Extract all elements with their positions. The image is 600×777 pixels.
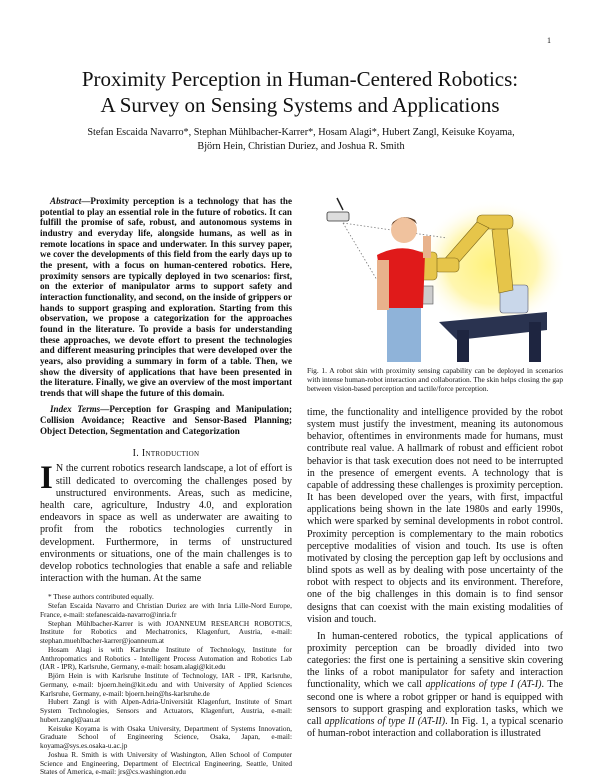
footnote: Hubert Zangl is with Alpen-Adria-Universität Klagenfurt, Institute of Smart System Technologies, Sensors and Actuators, Klagenfurt, Austria, e-mail: hubert.zangl@aau.at bbox=[40, 697, 292, 724]
figure-robot-skin-illustration bbox=[307, 190, 563, 362]
figure-caption: Fig. 1. A robot skin with proximity sensing capability can be deployed in scenarios with intense human-robot interaction and collaboration. The skin helps closing the gap between vision-based perception and tactile/force perception. bbox=[307, 366, 564, 393]
sight-line bbox=[343, 223, 377, 280]
authors-line: Björn Hein, Christian Duriez, and Joshua R. Smith bbox=[197, 141, 405, 152]
camera-icon bbox=[327, 198, 349, 221]
text-run: In human-centered robotics, the typical applications of proximity perception can be broadly divided into two categories: the first one is pertaining a sensitive skin covering the links of a robot manipulator for safety and interaction functionality, which we call bbox=[307, 630, 563, 691]
footnote: Stephan Mühlbacher-Karrer is with JOANNEUM RESEARCH ROBOTICS, Institute for Robotics and Mechatronics, Klagenfurt, Austria, e-mail: stephan.muehlbacher-karrer@joanneum.at bbox=[40, 618, 292, 646]
footnote: Hosam Alagi is with Karlsruhe Institute of Technology, Institute for Anthropomatics and Robotics - Intelligent Process Automation and Robotics Lab (IAR - IPR), Karlsruhe, Germany, e-mail: hosam.alagi@kit.edu bbox=[40, 644, 292, 672]
authors-line: Stefan Escaida Navarro*, Stephan Mühlbacher-Karrer*, Hosam Alagi*, Hubert Zangl, Keisuke Koyama, bbox=[87, 127, 515, 138]
footnote: Keisuke Koyama is with Osaka University, Department of Systems Innovation, Graduate School of Engineering Science, Osaka, Japan, e-mail: koyama@sys.es.osaka-u.ac.jp bbox=[40, 723, 292, 751]
footnotes bbox=[40, 593, 292, 777]
body-paragraph: time, the functionality and intelligence provided by the robot system must justify the investment, meaning its autonomous behavior, oftentimes in environments made for humans, must contribute real value. A hallmark of robust and efficient robot behavior is that task execution does not need to be interrupted in the presence of emergent events. A technology that is capable of addressing these challenges is proximity perception. It has been developed over the years, with first, impactful applications being shown in the late 1980s and early 1990s, which were sparked by seminal developments in robot control. Proximity perception is complementary to the main robotics perceptive modalities of vision and touch. Its use is often motivated by closing the perception gap left by occlusions and blind spots as well as by dealing with pose uncertainty of the robot with respect to objects and its environment. Therefore, one of the big challenges in this domain is to find sensor designs that can coexist with the main existing modalities of vision and touch. bbox=[307, 407, 563, 625]
title-line: A Survey on Sensing Systems and Applications bbox=[100, 93, 500, 117]
footnote: Stefan Escaida Navarro and Christian Duriez are with Inria Lille-Nord Europe, France, e-mail: stefanescaida-navarro@inria.fr bbox=[40, 601, 292, 619]
person bbox=[377, 217, 431, 362]
abstract-label: Abstract bbox=[50, 196, 82, 206]
footnote: * These authors contributed equally. bbox=[48, 592, 154, 602]
footnote: Joshua R. Smith is with University of Washington, Allen School of Computer Science and Engineering, Department of Electrical Engineering, Seattle, United States of America, e-mail: jrs@cs.washington.edu bbox=[40, 749, 292, 777]
index-terms-text: —Perception for Grasping and Manipulation; Collision Avoidance; Reactive and Sensor-Based Planning; Object Detection, Segmentation and Categorization bbox=[40, 404, 292, 436]
intro-paragraph bbox=[40, 460, 292, 585]
right-column-body bbox=[307, 407, 563, 740]
abstract bbox=[40, 196, 292, 398]
right-column bbox=[307, 190, 563, 740]
term-at1: applications of type I (AT-I) bbox=[425, 679, 542, 691]
intro-text: N the current robotics research landscape, a lot of effort is still dedicated to overcoming the challenges posed by unstructured environments. Areas, such as medicine, health care, agriculture, Industry 4.0, and exploration endeavors in space as well as underwater are awaiting to profit from the robotics technologies currently in development. Furthermore, in terms of unstructured environments or situations, one of the main challenges is to develop robotics technologies that enable a safe and reliable interaction with the human. At the same bbox=[40, 463, 292, 585]
author-list bbox=[40, 126, 562, 154]
footnote: Björn Hein is with Karlsruhe Institute of Technology, IAR - IPR, Karlsruhe, Germany, e-mail: bjoern.hein@kit.edu and with University of Applied Sciences Karlsruhe, Germany, e-mail: bjoern.hein@hs-karlsruhe.de bbox=[40, 671, 292, 698]
term-at2: applications of type II (AT-II) bbox=[324, 715, 446, 727]
abstract-text: —Proximity perception is a technology that has the potential to play an essential role in the future of robotics. It can fulfill the promise of safe, robust, and autonomous systems in industry and everyday life, alongside humans, as well as in remote locations in space and underwater. In this survey paper, we cover the developments of this field from the early days up to the present, with a focus on human-centered robotics. Here, proximity sensors are typically deployed in two scenarios: first, on the exterior of manipulator arms to support safety and interaction functionality, and second, on the inside of grippers or hands to support grasping and exploration. Starting from this observation, we propose a categorization for the approaches found in the literature. To provide a basis for understanding these approaches, we devote effort to present the technologies and different measuring principles that were developed over the years, also providing a summary in form of a table. Then, we show the diversity of applications that have been presented in the literature. Finally, we give an overview of the most important trends that will shape the future of this domain. bbox=[40, 196, 292, 398]
index-terms-label: Index Terms bbox=[50, 404, 101, 415]
text-run: . The second one is where a robot gripper or hand is equipped with sensors to support grasping and exploration tasks, which we call bbox=[307, 679, 564, 727]
body-paragraph bbox=[307, 631, 563, 740]
left-column bbox=[40, 196, 292, 777]
paper-title bbox=[0, 66, 600, 118]
text-run: . In Fig. 1, a typical scenario of human-robot interaction and collaboration is illustrated bbox=[307, 715, 563, 740]
index-terms bbox=[40, 404, 292, 436]
title-line: Proximity Perception in Human-Centered Robotics: bbox=[81, 67, 519, 91]
section-heading: I. Introduction bbox=[132, 448, 200, 460]
drop-cap: I bbox=[40, 460, 53, 497]
page-number: 1 bbox=[547, 36, 551, 45]
